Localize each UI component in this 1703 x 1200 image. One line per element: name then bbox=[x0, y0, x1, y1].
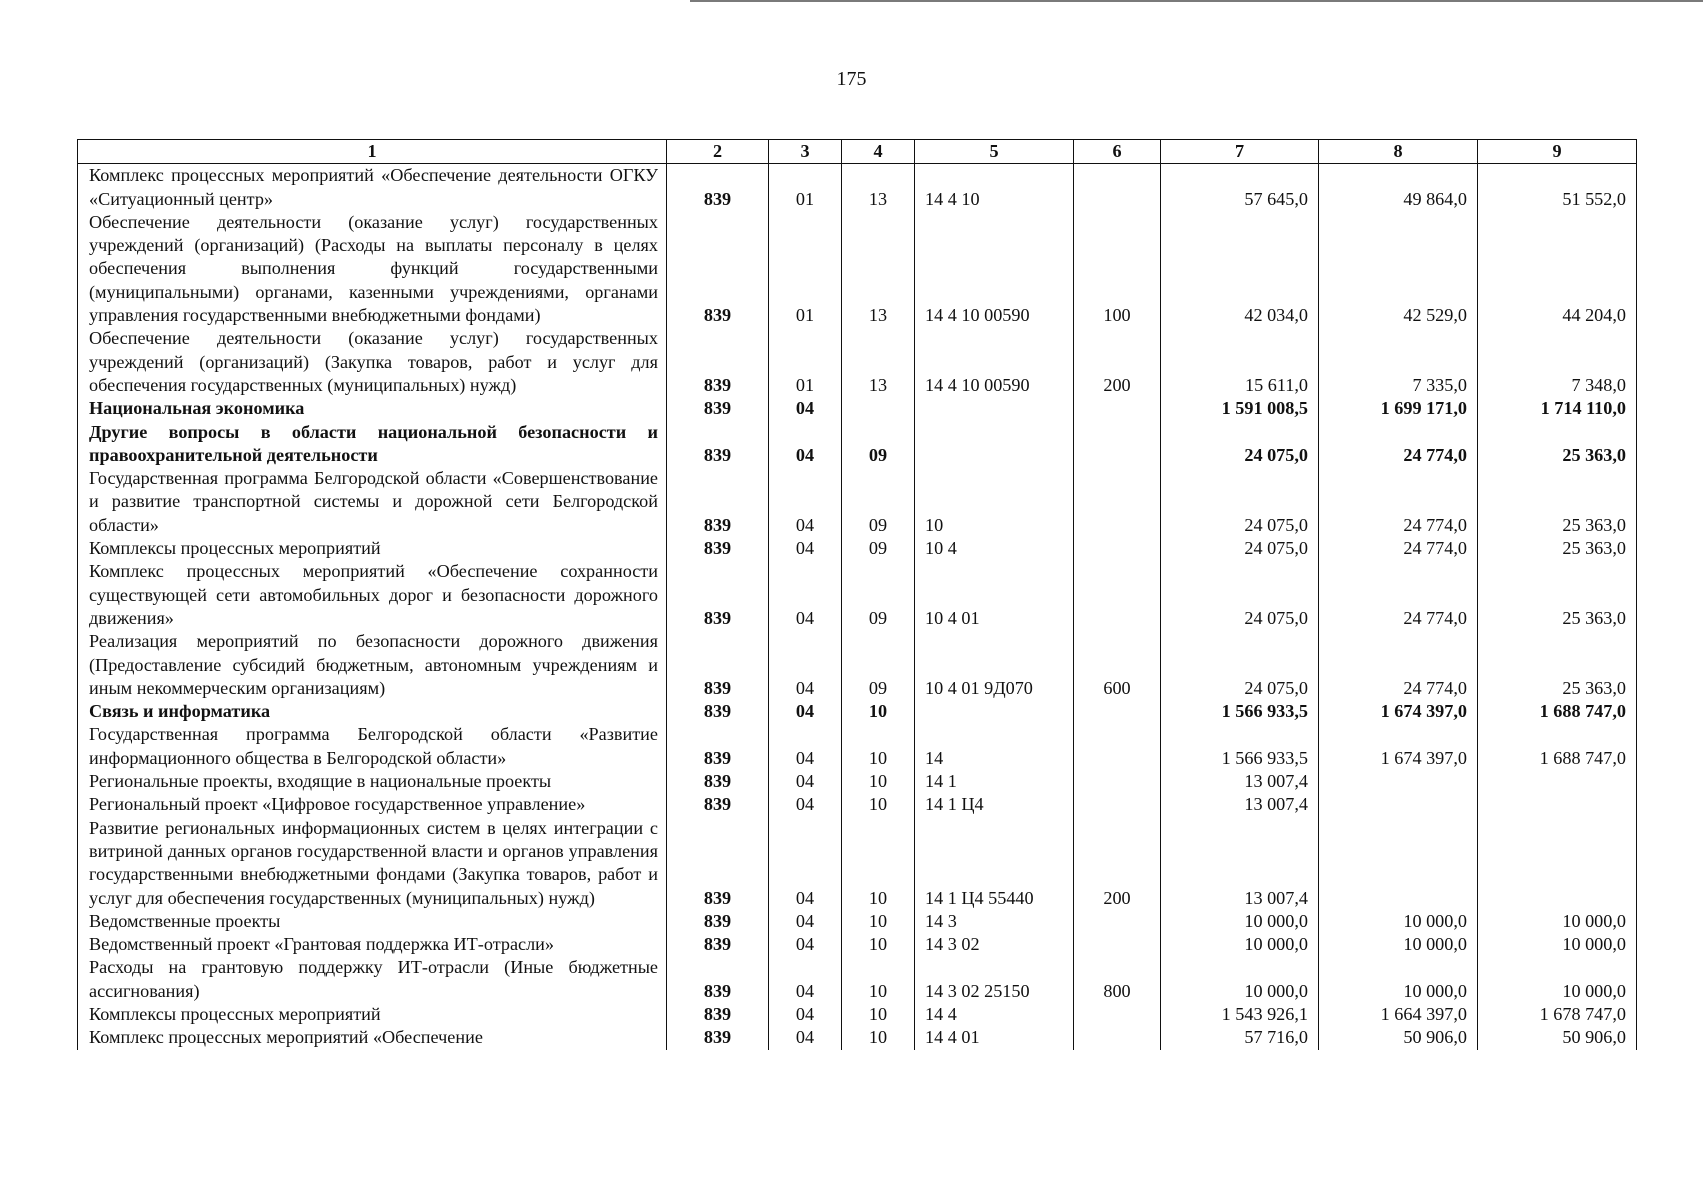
table-row bbox=[78, 630, 1637, 700]
table-row bbox=[78, 933, 1637, 956]
row-expense-type-cell bbox=[1074, 933, 1161, 956]
table-row bbox=[78, 793, 1637, 816]
row-subsection-cell: 10 bbox=[842, 723, 915, 770]
row-amount-col9-cell bbox=[1478, 770, 1637, 793]
row-subsection-cell: 10 bbox=[842, 817, 915, 910]
row-amount-col7-cell: 42 034,0 bbox=[1161, 211, 1319, 327]
row-subsection-cell: 10 bbox=[842, 910, 915, 933]
row-expense-type-cell bbox=[1074, 421, 1161, 468]
row-subsection-cell: 09 bbox=[842, 467, 915, 537]
row-name-cell: Национальная экономика bbox=[78, 397, 667, 420]
row-section-cell: 04 bbox=[769, 933, 842, 956]
row-amount-col8-cell: 24 774,0 bbox=[1319, 421, 1478, 468]
row-amount-col8-cell: 1 699 171,0 bbox=[1319, 397, 1478, 420]
row-target-article-cell: 10 bbox=[915, 467, 1074, 537]
budget-table bbox=[77, 139, 1637, 1050]
row-section-cell: 04 bbox=[769, 956, 842, 1003]
row-name-cell: Обеспечение деятельности (оказание услуг) государственных учреждений (организаций) (Расходы на выплаты персоналу в целях обеспечения выполнения функций государственными (муниципальными) органами, казенными учреждениями, органами управления государственными внебюджетными фондами) bbox=[78, 211, 667, 327]
row-admin-code-cell: 839 bbox=[667, 327, 769, 397]
row-admin-code-cell: 839 bbox=[667, 700, 769, 723]
row-target-article-cell bbox=[915, 421, 1074, 468]
row-amount-col7-cell: 57 645,0 bbox=[1161, 164, 1319, 211]
row-section-cell: 01 bbox=[769, 164, 842, 211]
row-name-cell: Комплекс процессных мероприятий «Обеспечение сохранности существующей сети автомобильных дорог и безопасности дорожного движения» bbox=[78, 560, 667, 630]
table-row bbox=[78, 956, 1637, 1003]
header-col-5: 5 bbox=[915, 140, 1074, 164]
row-subsection-cell: 09 bbox=[842, 560, 915, 630]
row-amount-col8-cell: 24 774,0 bbox=[1319, 537, 1478, 560]
row-target-article-cell bbox=[915, 397, 1074, 420]
row-name-cell: Другие вопросы в области национальной безопасности и правоохранительной деятельности bbox=[78, 421, 667, 468]
header-col-6: 6 bbox=[1074, 140, 1161, 164]
row-section-cell: 04 bbox=[769, 630, 842, 700]
row-admin-code-cell: 839 bbox=[667, 211, 769, 327]
row-amount-col7-cell: 24 075,0 bbox=[1161, 630, 1319, 700]
row-admin-code-cell: 839 bbox=[667, 560, 769, 630]
row-amount-col9-cell bbox=[1478, 817, 1637, 910]
row-expense-type-cell: 600 bbox=[1074, 630, 1161, 700]
row-amount-col7-cell: 1 543 926,1 bbox=[1161, 1003, 1319, 1026]
row-expense-type-cell bbox=[1074, 467, 1161, 537]
row-amount-col9-cell bbox=[1478, 793, 1637, 816]
row-expense-type-cell bbox=[1074, 910, 1161, 933]
row-section-cell: 04 bbox=[769, 467, 842, 537]
header-col-7: 7 bbox=[1161, 140, 1319, 164]
row-target-article-cell: 14 3 02 25150 bbox=[915, 956, 1074, 1003]
row-target-article-cell bbox=[915, 700, 1074, 723]
row-name-cell: Реализация мероприятий по безопасности дорожного движения (Предоставление субсидий бюджетным, автономным учреждениям и иным некоммерческим организациям) bbox=[78, 630, 667, 700]
row-expense-type-cell bbox=[1074, 700, 1161, 723]
row-amount-col7-cell: 1 591 008,5 bbox=[1161, 397, 1319, 420]
row-expense-type-cell bbox=[1074, 560, 1161, 630]
row-section-cell: 04 bbox=[769, 421, 842, 468]
row-amount-col7-cell: 24 075,0 bbox=[1161, 421, 1319, 468]
row-target-article-cell: 14 3 bbox=[915, 910, 1074, 933]
row-amount-col7-cell: 24 075,0 bbox=[1161, 560, 1319, 630]
row-amount-col8-cell: 1 674 397,0 bbox=[1319, 723, 1478, 770]
row-amount-col8-cell: 1 664 397,0 bbox=[1319, 1003, 1478, 1026]
row-admin-code-cell: 839 bbox=[667, 770, 769, 793]
row-admin-code-cell: 839 bbox=[667, 467, 769, 537]
row-target-article-cell: 14 bbox=[915, 723, 1074, 770]
row-amount-col9-cell: 50 906,0 bbox=[1478, 1026, 1637, 1049]
row-expense-type-cell bbox=[1074, 793, 1161, 816]
row-amount-col9-cell: 44 204,0 bbox=[1478, 211, 1637, 327]
row-subsection-cell: 13 bbox=[842, 327, 915, 397]
row-name-cell: Государственная программа Белгородской области «Развитие информационного общества в Белгородской области» bbox=[78, 723, 667, 770]
row-section-cell: 04 bbox=[769, 817, 842, 910]
header-col-9: 9 bbox=[1478, 140, 1637, 164]
row-name-cell: Обеспечение деятельности (оказание услуг) государственных учреждений (организаций) (Закупка товаров, работ и услуг для обеспечения государственных (муниципальных) нужд) bbox=[78, 327, 667, 397]
row-amount-col7-cell: 24 075,0 bbox=[1161, 467, 1319, 537]
row-amount-col8-cell: 10 000,0 bbox=[1319, 956, 1478, 1003]
row-expense-type-cell bbox=[1074, 537, 1161, 560]
table-row bbox=[78, 1026, 1637, 1049]
row-amount-col8-cell: 50 906,0 bbox=[1319, 1026, 1478, 1049]
row-section-cell: 04 bbox=[769, 770, 842, 793]
row-amount-col9-cell: 1 688 747,0 bbox=[1478, 700, 1637, 723]
row-amount-col8-cell: 7 335,0 bbox=[1319, 327, 1478, 397]
row-section-cell: 04 bbox=[769, 397, 842, 420]
header-col-1: 1 bbox=[78, 140, 667, 164]
row-target-article-cell: 14 1 Ц4 55440 bbox=[915, 817, 1074, 910]
row-section-cell: 04 bbox=[769, 537, 842, 560]
row-target-article-cell: 14 1 Ц4 bbox=[915, 793, 1074, 816]
row-subsection-cell: 10 bbox=[842, 1026, 915, 1049]
row-admin-code-cell: 839 bbox=[667, 956, 769, 1003]
row-target-article-cell: 10 4 bbox=[915, 537, 1074, 560]
row-expense-type-cell bbox=[1074, 723, 1161, 770]
row-amount-col7-cell: 10 000,0 bbox=[1161, 956, 1319, 1003]
row-target-article-cell: 14 4 10 bbox=[915, 164, 1074, 211]
table-row bbox=[78, 723, 1637, 770]
row-admin-code-cell: 839 bbox=[667, 630, 769, 700]
row-subsection-cell bbox=[842, 397, 915, 420]
row-subsection-cell: 13 bbox=[842, 164, 915, 211]
row-subsection-cell: 09 bbox=[842, 537, 915, 560]
row-name-cell: Государственная программа Белгородской области «Совершенствование и развитие транспортной системы и дорожной сети Белгородской области» bbox=[78, 467, 667, 537]
row-section-cell: 04 bbox=[769, 793, 842, 816]
row-amount-col9-cell: 10 000,0 bbox=[1478, 933, 1637, 956]
row-subsection-cell: 13 bbox=[842, 211, 915, 327]
row-admin-code-cell: 839 bbox=[667, 421, 769, 468]
row-admin-code-cell: 839 bbox=[667, 1003, 769, 1026]
row-amount-col7-cell: 13 007,4 bbox=[1161, 770, 1319, 793]
row-amount-col9-cell: 10 000,0 bbox=[1478, 910, 1637, 933]
table-header bbox=[78, 140, 1637, 164]
row-admin-code-cell: 839 bbox=[667, 723, 769, 770]
row-expense-type-cell: 800 bbox=[1074, 956, 1161, 1003]
row-amount-col8-cell: 1 674 397,0 bbox=[1319, 700, 1478, 723]
row-target-article-cell: 14 4 bbox=[915, 1003, 1074, 1026]
row-target-article-cell: 14 1 bbox=[915, 770, 1074, 793]
row-admin-code-cell: 839 bbox=[667, 933, 769, 956]
row-subsection-cell: 10 bbox=[842, 700, 915, 723]
row-expense-type-cell bbox=[1074, 164, 1161, 211]
row-section-cell: 04 bbox=[769, 910, 842, 933]
row-amount-col8-cell: 49 864,0 bbox=[1319, 164, 1478, 211]
header-col-8: 8 bbox=[1319, 140, 1478, 164]
row-amount-col9-cell: 1 714 110,0 bbox=[1478, 397, 1637, 420]
row-target-article-cell: 14 4 10 00590 bbox=[915, 327, 1074, 397]
row-subsection-cell: 10 bbox=[842, 770, 915, 793]
row-amount-col8-cell: 24 774,0 bbox=[1319, 467, 1478, 537]
row-amount-col9-cell: 7 348,0 bbox=[1478, 327, 1637, 397]
row-amount-col9-cell: 1 678 747,0 bbox=[1478, 1003, 1637, 1026]
row-name-cell: Комплекс процессных мероприятий «Обеспечение деятельности ОГКУ «Ситуационный центр» bbox=[78, 164, 667, 211]
row-name-cell: Региональные проекты, входящие в национальные проекты bbox=[78, 770, 667, 793]
row-amount-col9-cell: 51 552,0 bbox=[1478, 164, 1637, 211]
row-name-cell: Расходы на грантовую поддержку ИТ-отрасли (Иные бюджетные ассигнования) bbox=[78, 956, 667, 1003]
row-admin-code-cell: 839 bbox=[667, 793, 769, 816]
row-target-article-cell: 10 4 01 bbox=[915, 560, 1074, 630]
row-amount-col8-cell bbox=[1319, 793, 1478, 816]
header-col-3: 3 bbox=[769, 140, 842, 164]
table-row bbox=[78, 397, 1637, 420]
row-amount-col8-cell: 10 000,0 bbox=[1319, 933, 1478, 956]
row-subsection-cell: 10 bbox=[842, 1003, 915, 1026]
row-amount-col9-cell: 25 363,0 bbox=[1478, 560, 1637, 630]
row-amount-col7-cell: 1 566 933,5 bbox=[1161, 723, 1319, 770]
row-amount-col7-cell: 10 000,0 bbox=[1161, 933, 1319, 956]
row-subsection-cell: 09 bbox=[842, 630, 915, 700]
table-row bbox=[78, 421, 1637, 468]
row-subsection-cell: 10 bbox=[842, 793, 915, 816]
row-amount-col7-cell: 15 611,0 bbox=[1161, 327, 1319, 397]
row-target-article-cell: 14 4 01 bbox=[915, 1026, 1074, 1049]
table-body bbox=[78, 164, 1637, 1050]
row-target-article-cell: 14 4 10 00590 bbox=[915, 211, 1074, 327]
table-row bbox=[78, 164, 1637, 211]
row-admin-code-cell: 839 bbox=[667, 397, 769, 420]
table-row bbox=[78, 700, 1637, 723]
row-amount-col7-cell: 13 007,4 bbox=[1161, 793, 1319, 816]
row-name-cell: Региональный проект «Цифровое государственное управление» bbox=[78, 793, 667, 816]
row-amount-col9-cell: 25 363,0 bbox=[1478, 421, 1637, 468]
row-amount-col8-cell: 24 774,0 bbox=[1319, 630, 1478, 700]
row-subsection-cell: 10 bbox=[842, 956, 915, 1003]
row-name-cell: Связь и информатика bbox=[78, 700, 667, 723]
row-name-cell: Ведомственные проекты bbox=[78, 910, 667, 933]
row-section-cell: 04 bbox=[769, 723, 842, 770]
header-col-2: 2 bbox=[667, 140, 769, 164]
row-admin-code-cell: 839 bbox=[667, 1026, 769, 1049]
row-admin-code-cell: 839 bbox=[667, 817, 769, 910]
row-amount-col8-cell: 24 774,0 bbox=[1319, 560, 1478, 630]
row-subsection-cell: 10 bbox=[842, 933, 915, 956]
row-section-cell: 04 bbox=[769, 1026, 842, 1049]
row-expense-type-cell: 200 bbox=[1074, 327, 1161, 397]
row-amount-col7-cell: 13 007,4 bbox=[1161, 817, 1319, 910]
row-target-article-cell: 14 3 02 bbox=[915, 933, 1074, 956]
row-amount-col8-cell: 10 000,0 bbox=[1319, 910, 1478, 933]
table-row bbox=[78, 910, 1637, 933]
row-amount-col7-cell: 1 566 933,5 bbox=[1161, 700, 1319, 723]
row-name-cell: Комплексы процессных мероприятий bbox=[78, 537, 667, 560]
row-name-cell: Ведомственный проект «Грантовая поддержка ИТ-отрасли» bbox=[78, 933, 667, 956]
table-row bbox=[78, 467, 1637, 537]
page-number: 175 bbox=[836, 68, 867, 90]
top-rule bbox=[690, 0, 1703, 2]
row-expense-type-cell bbox=[1074, 1003, 1161, 1026]
row-target-article-cell: 10 4 01 9Д070 bbox=[915, 630, 1074, 700]
row-amount-col9-cell: 25 363,0 bbox=[1478, 537, 1637, 560]
row-amount-col8-cell bbox=[1319, 770, 1478, 793]
row-amount-col7-cell: 10 000,0 bbox=[1161, 910, 1319, 933]
row-amount-col9-cell: 25 363,0 bbox=[1478, 630, 1637, 700]
row-amount-col7-cell: 24 075,0 bbox=[1161, 537, 1319, 560]
row-amount-col8-cell bbox=[1319, 817, 1478, 910]
row-expense-type-cell: 200 bbox=[1074, 817, 1161, 910]
table-row bbox=[78, 211, 1637, 327]
row-amount-col9-cell: 1 688 747,0 bbox=[1478, 723, 1637, 770]
row-admin-code-cell: 839 bbox=[667, 164, 769, 211]
row-name-cell: Развитие региональных информационных систем в целях интеграции с витриной данных органов государственной власти и органов управления государственными внебюджетными фондами (Закупка товаров, работ и услуг для обеспечения государственных (муниципальных) нужд) bbox=[78, 817, 667, 910]
row-expense-type-cell bbox=[1074, 1026, 1161, 1049]
table-row bbox=[78, 327, 1637, 397]
row-admin-code-cell: 839 bbox=[667, 910, 769, 933]
row-expense-type-cell: 100 bbox=[1074, 211, 1161, 327]
table-row bbox=[78, 817, 1637, 910]
row-name-cell: Комплексы процессных мероприятий bbox=[78, 1003, 667, 1026]
row-section-cell: 01 bbox=[769, 211, 842, 327]
table-row bbox=[78, 537, 1637, 560]
row-amount-col8-cell: 42 529,0 bbox=[1319, 211, 1478, 327]
row-amount-col9-cell: 25 363,0 bbox=[1478, 467, 1637, 537]
row-expense-type-cell bbox=[1074, 770, 1161, 793]
table-row bbox=[78, 1003, 1637, 1026]
header-col-4: 4 bbox=[842, 140, 915, 164]
row-expense-type-cell bbox=[1074, 397, 1161, 420]
table-row bbox=[78, 560, 1637, 630]
row-amount-col9-cell: 10 000,0 bbox=[1478, 956, 1637, 1003]
row-admin-code-cell: 839 bbox=[667, 537, 769, 560]
row-name-cell: Комплекс процессных мероприятий «Обеспечение bbox=[78, 1026, 667, 1049]
row-section-cell: 01 bbox=[769, 327, 842, 397]
header-row bbox=[78, 140, 1637, 164]
row-section-cell: 04 bbox=[769, 560, 842, 630]
row-section-cell: 04 bbox=[769, 1003, 842, 1026]
row-subsection-cell: 09 bbox=[842, 421, 915, 468]
row-amount-col7-cell: 57 716,0 bbox=[1161, 1026, 1319, 1049]
table-row bbox=[78, 770, 1637, 793]
row-section-cell: 04 bbox=[769, 700, 842, 723]
